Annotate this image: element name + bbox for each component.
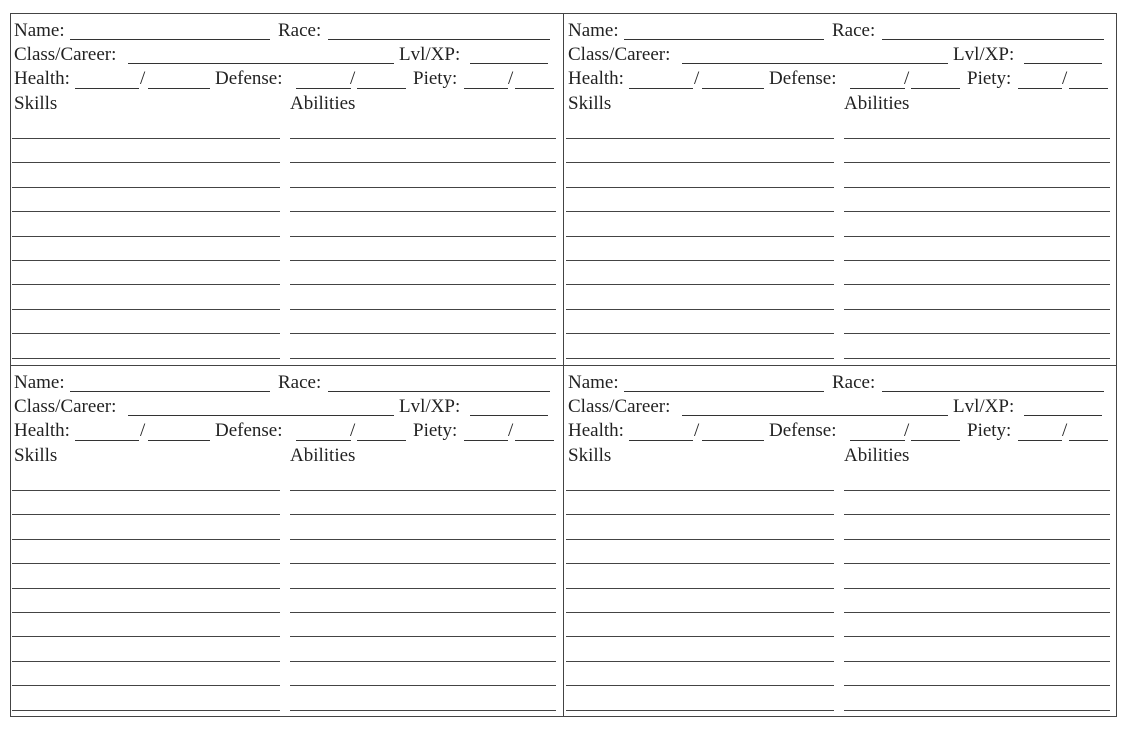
skills-line[interactable] <box>12 636 280 637</box>
skills-line[interactable] <box>566 309 834 310</box>
health-label: Health: <box>14 68 70 89</box>
character-card-bottom-left <box>12 372 562 724</box>
abilities-line[interactable] <box>844 260 1110 261</box>
race-field[interactable] <box>882 391 1104 392</box>
abilities-line[interactable] <box>844 514 1110 515</box>
defense-current-field[interactable] <box>850 88 905 89</box>
skills-line[interactable] <box>566 563 834 564</box>
race-label: Race: <box>832 372 876 393</box>
abilities-line[interactable] <box>844 612 1110 613</box>
piety-current-field[interactable] <box>1018 440 1062 441</box>
skills-line[interactable] <box>566 162 834 163</box>
abilities-line[interactable] <box>290 514 556 515</box>
skills-line[interactable] <box>12 187 280 188</box>
race-label: Race: <box>832 20 876 41</box>
name-field[interactable] <box>70 391 270 392</box>
abilities-line[interactable] <box>290 612 556 613</box>
abilities-heading: Abilities <box>844 445 910 466</box>
abilities-line[interactable] <box>844 661 1110 662</box>
skills-line[interactable] <box>566 661 834 662</box>
abilities-line[interactable] <box>844 636 1110 637</box>
abilities-line[interactable] <box>290 358 556 359</box>
piety-slash: / <box>508 68 514 89</box>
piety-slash: / <box>1062 420 1068 441</box>
health-current-field[interactable] <box>75 440 139 441</box>
health-label: Health: <box>568 420 624 441</box>
class-career-field[interactable] <box>682 415 948 416</box>
skills-line[interactable] <box>566 514 834 515</box>
defense-label: Defense: <box>215 420 283 441</box>
abilities-line[interactable] <box>844 588 1110 589</box>
defense-label: Defense: <box>769 420 837 441</box>
piety-slash: / <box>508 420 514 441</box>
abilities-line[interactable] <box>844 187 1110 188</box>
abilities-line[interactable] <box>290 490 556 491</box>
abilities-line[interactable] <box>290 333 556 334</box>
skills-heading: Skills <box>568 93 612 114</box>
lvl-xp-field[interactable] <box>470 63 548 64</box>
abilities-line[interactable] <box>290 710 556 711</box>
class-career-label: Class/Career: <box>14 44 117 65</box>
health-max-field[interactable] <box>702 440 764 441</box>
abilities-line[interactable] <box>844 162 1110 163</box>
skills-line[interactable] <box>566 284 834 285</box>
skills-line[interactable] <box>566 490 834 491</box>
abilities-line[interactable] <box>844 236 1110 237</box>
lvl-xp-label: Lvl/XP: <box>399 44 461 65</box>
health-slash: / <box>694 68 700 89</box>
abilities-line[interactable] <box>290 260 556 261</box>
skills-line[interactable] <box>566 539 834 540</box>
class-career-field[interactable] <box>682 63 948 64</box>
abilities-line[interactable] <box>844 309 1110 310</box>
abilities-line[interactable] <box>844 490 1110 491</box>
class-career-label: Class/Career: <box>568 396 671 417</box>
skills-line[interactable] <box>12 661 280 662</box>
defense-label: Defense: <box>215 68 283 89</box>
skills-line[interactable] <box>566 260 834 261</box>
health-slash: / <box>140 420 146 441</box>
class-career-label: Class/Career: <box>14 396 117 417</box>
health-max-field[interactable] <box>148 440 210 441</box>
skills-line[interactable] <box>12 539 280 540</box>
skills-line[interactable] <box>566 358 834 359</box>
abilities-line[interactable] <box>290 685 556 686</box>
skills-line[interactable] <box>12 211 280 212</box>
abilities-heading: Abilities <box>844 93 910 114</box>
race-field[interactable] <box>882 39 1104 40</box>
piety-max-field[interactable] <box>515 88 554 89</box>
piety-slash: / <box>1062 68 1068 89</box>
skills-line[interactable] <box>566 588 834 589</box>
skills-line[interactable] <box>12 612 280 613</box>
skills-line[interactable] <box>12 236 280 237</box>
character-card-bottom-right <box>566 372 1116 724</box>
abilities-line[interactable] <box>844 710 1110 711</box>
race-label: Race: <box>278 372 322 393</box>
abilities-heading: Abilities <box>290 93 356 114</box>
class-career-label: Class/Career: <box>568 44 671 65</box>
health-current-field[interactable] <box>75 88 139 89</box>
name-label: Name: <box>568 20 619 41</box>
skills-heading: Skills <box>568 445 612 466</box>
piety-max-field[interactable] <box>515 440 554 441</box>
piety-label: Piety: <box>967 420 1012 441</box>
health-current-field[interactable] <box>629 88 693 89</box>
abilities-line[interactable] <box>844 211 1110 212</box>
race-field[interactable] <box>328 39 550 40</box>
health-slash: / <box>140 68 146 89</box>
abilities-heading: Abilities <box>290 445 356 466</box>
defense-slash: / <box>904 420 910 441</box>
defense-max-field[interactable] <box>357 88 406 89</box>
skills-line[interactable] <box>566 636 834 637</box>
skills-line[interactable] <box>566 612 834 613</box>
skills-line[interactable] <box>12 333 280 334</box>
skills-line[interactable] <box>12 358 280 359</box>
skills-line[interactable] <box>12 284 280 285</box>
character-card-top-left <box>12 20 562 372</box>
lvl-xp-field[interactable] <box>470 415 548 416</box>
defense-current-field[interactable] <box>296 88 351 89</box>
defense-current-field[interactable] <box>296 440 351 441</box>
race-field[interactable] <box>328 391 550 392</box>
skills-line[interactable] <box>12 490 280 491</box>
skills-line[interactable] <box>566 211 834 212</box>
skills-line[interactable] <box>12 260 280 261</box>
abilities-line[interactable] <box>290 284 556 285</box>
lvl-xp-field[interactable] <box>1024 63 1102 64</box>
piety-current-field[interactable] <box>464 88 508 89</box>
abilities-line[interactable] <box>290 588 556 589</box>
skills-line[interactable] <box>566 710 834 711</box>
piety-current-field[interactable] <box>464 440 508 441</box>
class-career-field[interactable] <box>128 63 394 64</box>
health-label: Health: <box>568 68 624 89</box>
skills-line[interactable] <box>12 710 280 711</box>
defense-slash: / <box>350 420 356 441</box>
abilities-line[interactable] <box>290 661 556 662</box>
skills-line[interactable] <box>566 187 834 188</box>
abilities-line[interactable] <box>290 187 556 188</box>
abilities-line[interactable] <box>844 563 1110 564</box>
skills-line[interactable] <box>12 588 280 589</box>
skills-line[interactable] <box>12 162 280 163</box>
skills-line[interactable] <box>12 685 280 686</box>
abilities-line[interactable] <box>290 162 556 163</box>
skills-line[interactable] <box>566 236 834 237</box>
abilities-line[interactable] <box>844 333 1110 334</box>
abilities-line[interactable] <box>290 636 556 637</box>
skills-line[interactable] <box>12 309 280 310</box>
piety-current-field[interactable] <box>1018 88 1062 89</box>
piety-max-field[interactable] <box>1069 88 1108 89</box>
defense-slash: / <box>350 68 356 89</box>
skills-heading: Skills <box>14 445 58 466</box>
abilities-line[interactable] <box>290 539 556 540</box>
defense-max-field[interactable] <box>357 440 406 441</box>
health-current-field[interactable] <box>629 440 693 441</box>
health-label: Health: <box>14 420 70 441</box>
defense-label: Defense: <box>769 68 837 89</box>
abilities-line[interactable] <box>844 358 1110 359</box>
name-label: Name: <box>568 372 619 393</box>
lvl-xp-field[interactable] <box>1024 415 1102 416</box>
abilities-line[interactable] <box>290 211 556 212</box>
piety-label: Piety: <box>413 420 458 441</box>
abilities-line[interactable] <box>290 563 556 564</box>
skills-line[interactable] <box>566 333 834 334</box>
piety-max-field[interactable] <box>1069 440 1108 441</box>
abilities-line[interactable] <box>290 138 556 139</box>
defense-slash: / <box>904 68 910 89</box>
lvl-xp-label: Lvl/XP: <box>953 44 1015 65</box>
defense-max-field[interactable] <box>911 440 960 441</box>
skills-heading: Skills <box>14 93 58 114</box>
health-max-field[interactable] <box>148 88 210 89</box>
abilities-line[interactable] <box>290 309 556 310</box>
skills-line[interactable] <box>12 563 280 564</box>
abilities-line[interactable] <box>844 685 1110 686</box>
skills-line[interactable] <box>566 685 834 686</box>
piety-label: Piety: <box>967 68 1012 89</box>
piety-label: Piety: <box>413 68 458 89</box>
skills-line[interactable] <box>566 138 834 139</box>
health-slash: / <box>694 420 700 441</box>
name-field[interactable] <box>624 39 824 40</box>
skills-line[interactable] <box>12 138 280 139</box>
abilities-line[interactable] <box>844 539 1110 540</box>
name-label: Name: <box>14 372 65 393</box>
abilities-line[interactable] <box>844 138 1110 139</box>
lvl-xp-label: Lvl/XP: <box>953 396 1015 417</box>
name-field[interactable] <box>70 39 270 40</box>
name-field[interactable] <box>624 391 824 392</box>
lvl-xp-label: Lvl/XP: <box>399 396 461 417</box>
abilities-line[interactable] <box>290 236 556 237</box>
abilities-line[interactable] <box>844 284 1110 285</box>
race-label: Race: <box>278 20 322 41</box>
character-card-top-right <box>566 20 1116 372</box>
class-career-field[interactable] <box>128 415 394 416</box>
name-label: Name: <box>14 20 65 41</box>
skills-line[interactable] <box>12 514 280 515</box>
defense-current-field[interactable] <box>850 440 905 441</box>
defense-max-field[interactable] <box>911 88 960 89</box>
health-max-field[interactable] <box>702 88 764 89</box>
